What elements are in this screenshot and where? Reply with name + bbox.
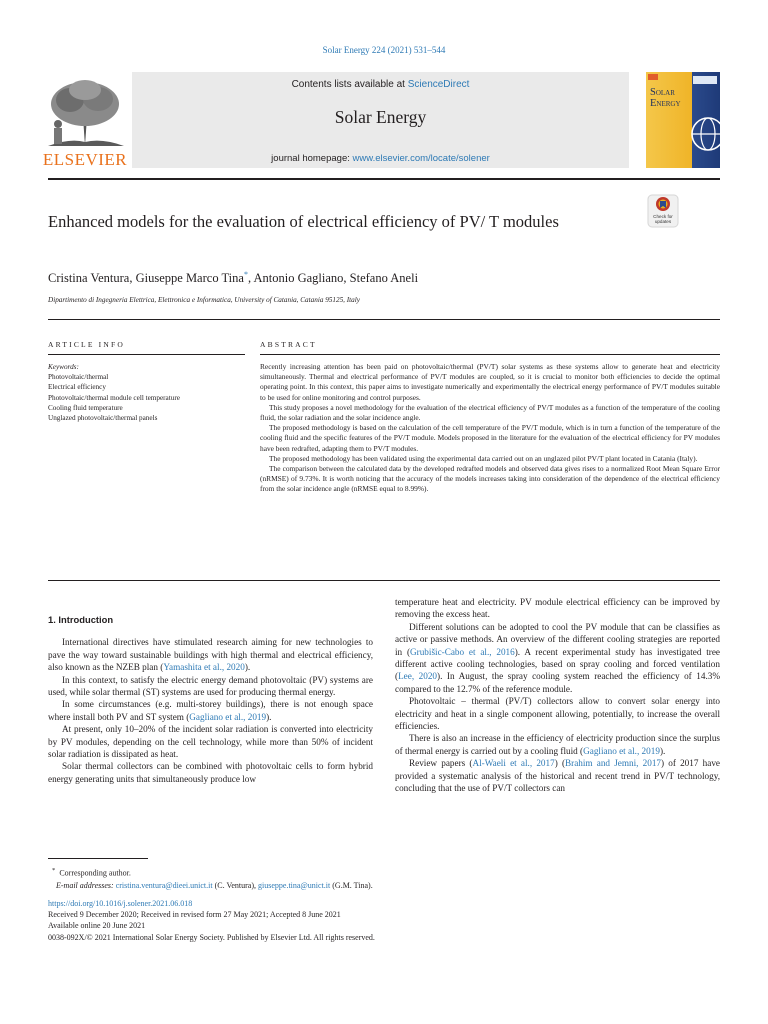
reference-link[interactable]: Al-Waeli et al., 2017 xyxy=(472,758,555,769)
email-addresses: E-mail addresses: cristina.ventura@dieei.unict.it (C. Ventura), giuseppe.tina@unict.it (G.M. Tina). xyxy=(56,881,373,891)
bookmark-icon xyxy=(645,193,681,229)
keyword-item: Unglazed photovoltaic/thermal panels xyxy=(48,414,158,423)
body-left-column xyxy=(48,614,373,785)
journal-citation[interactable]: Solar Energy 224 (2021) 531–544 xyxy=(322,45,446,55)
reference-link[interactable]: Brahim and Jemni, 2017 xyxy=(565,758,662,769)
body-paragraph: Photovoltaic – thermal (PV/T) collectors allow to convert solar energy into electricity and heat in a single component allowing, potentially, to increase the overall efficiencies. xyxy=(395,696,720,732)
body-paragraph: There is also an increase in the efficiency of electricity production since the surplus of thermal energy is carried out by a cooling fluid (Gagliano et al., 2019). xyxy=(395,733,720,756)
email-link[interactable]: cristina.ventura@dieei.unict.it xyxy=(115,881,213,891)
affiliation: Dipartimento di Ingegneria Elettrica, Elettronica e Informatica, University of Catania, Catania 95125, Italy xyxy=(48,296,360,304)
keywords-label: Keywords: xyxy=(48,363,79,371)
body-paragraph: Review papers (Al-Waeli et al., 2017) (Brahim and Jemni, 2017) of 2017 have provided a systematic analysis of the historical and recent trend in PV/T technology, concluding that the use of PV/T collectors can xyxy=(395,758,720,794)
reference-link[interactable]: Gagliano et al., 2019 xyxy=(583,745,660,756)
abstract-paragraph: This study proposes a novel methodology for the evaluation of the electrical efficiency of PV/T modules as a function of the temperature of the cooling fluid, the solar radiation and the solar incidence angle. xyxy=(260,402,720,423)
abstract-paragraph: The proposed methodology has been validated using the experimental data carried out on an unglazed pilot PV/T plant located in Catania (Italy). xyxy=(269,453,698,463)
check-for-updates-badge[interactable] xyxy=(645,193,681,229)
body-paragraph: Different solutions can be adopted to cool the PV module that can be classifies as active or passive methods. An overview of the different cooling strategies are reported in (Grubišic-Cabo et al., 2016). A recent experimental study has investigated tree different active cooling technologies, based on spray cooling and forced ventilation (Lee, 2020). In August, the spray cooling system reached the efficiency of 14.3% compared to the 12.7% of the reference module. xyxy=(395,621,720,694)
article-title: Enhanced models for the evaluation of electrical efficiency of PV/ T modules xyxy=(48,212,559,231)
body-paragraph: At present, only 10–20% of the incident solar radiation is converted into electricity by PV modules, depending on the cell technology, while more than 50% of incident solar radiation is dissipated as heat. xyxy=(48,724,373,760)
body-paragraph: International directives have stimulated research aiming for new technologies to pave the way toward sustainable buildings with high thermal and electrical efficiency, also known as the NZEB plan (Yamashita et al., 2020). xyxy=(48,637,373,673)
cover-title: Solar Energy xyxy=(650,87,681,109)
publication-info xyxy=(48,898,718,943)
keywords-block xyxy=(48,362,248,423)
corresponding-author-mark[interactable]: * xyxy=(243,270,248,279)
journal-homepage: journal homepage: www.elsevier.com/locate/solener xyxy=(271,153,490,164)
article-info-rule xyxy=(48,354,245,355)
body-right-column xyxy=(395,596,720,795)
body-paragraph: In this context, to satisfy the electric energy demand photovoltaic (PV) systems are used, while solar thermal (ST) systems are used for producing thermal energy. xyxy=(48,674,373,698)
abstract-paragraph: The comparison between the calculated data by the developed redrafted models and observed data gives rises to a normalized Root Mean Square Error (nRMSE) of 9.73%. It is worth noticing that the accuracy of the models increases taking into consideration of the dependence of the electrical efficiency from the solar incidence angle (nRMSE equal to 8.99%). xyxy=(260,464,720,494)
body-paragraph: In some circumstances (e.g. multi-storey buildings), there is not enough space where install both PV and ST system (Gagliano et al., 2019). xyxy=(48,699,373,722)
keyword-item: Photovoltaic/thermal module cell temperature xyxy=(48,393,180,402)
elsevier-wordmark: ELSEVIER xyxy=(42,150,128,169)
keyword-item: Cooling fluid temperature xyxy=(48,403,123,412)
copyright: 0038-092X/© 2021 International Solar Energy Society. Published by Elsevier Ltd. All rights reserved. xyxy=(48,932,375,942)
reference-link[interactable]: Yamashita et al., 2020 xyxy=(163,662,245,673)
reference-link[interactable]: Grubišic-Cabo et al., 2016 xyxy=(410,646,515,657)
contents-line: Contents lists available at ScienceDirect xyxy=(291,79,470,90)
corresponding-author-note: * Corresponding author. xyxy=(52,867,131,878)
abstract-end-rule xyxy=(48,580,720,581)
online-date: Available online 20 June 2021 xyxy=(48,921,146,931)
section-heading-introduction: 1. Introduction xyxy=(48,614,114,625)
abstract-heading: ABSTRACT xyxy=(260,340,317,349)
footnotes xyxy=(48,865,718,893)
abstract-rule xyxy=(260,354,720,355)
journal-name: Solar Energy xyxy=(334,107,427,127)
section-rule xyxy=(48,319,720,320)
keyword-item: Photovoltaic/thermal xyxy=(48,373,109,382)
abstract-paragraph: Recently increasing attention has been paid on photovoltaic/thermal (PV/T) solar systems as these systems allow to generate heat and electricity simultaneously. Thermal and electrical performance of PV/T modules are coupled, so it is crucial to monitor both efficiencies to decide the optimal operating point. In this context, this paper aims to investigate numerically and experimentally the electrical energy performance of PV/T modules suitable to be used for online monitoring and control purposes. xyxy=(260,362,720,402)
email-link[interactable]: giuseppe.tina@unict.it xyxy=(258,881,331,891)
reference-link[interactable]: Lee, 2020 xyxy=(398,671,438,682)
header-rule xyxy=(48,178,720,180)
body-paragraph: Solar thermal collectors can be combined with photovoltaic cells to form hybrid energy generating units that simultaneously produce low xyxy=(48,761,373,784)
author-list: Cristina Ventura, Giuseppe Marco Tina*, Antonio Gagliano, Stefano Aneli xyxy=(48,270,419,286)
doi-link[interactable]: https://doi.org/10.1016/j.solener.2021.06.018 xyxy=(48,899,193,908)
svg-text:Check for: Check for xyxy=(653,214,673,219)
abstract-paragraph: The proposed methodology is based on the calculation of the cell temperature of the PV/T module, which is in turn a function of the temperature of the cooling fluid and the specific features of the PV/T module. Models proposed in the literature for the evaluation of the electrical efficiency for PV modules have been redrafted, adapting them to PV/T modules. xyxy=(260,423,720,453)
homepage-link[interactable]: www.elsevier.com/locate/solener xyxy=(352,153,490,164)
received-dates: Received 9 December 2020; Received in revised form 27 May 2021; Accepted 8 June 2021 xyxy=(48,910,341,920)
reference-link[interactable]: Gagliano et al., 2019 xyxy=(189,711,267,722)
body-paragraph: temperature heat and electricity. PV module electrical efficiency can be improved by removing the excess heat. xyxy=(395,597,720,620)
sciencedirect-link[interactable]: ScienceDirect xyxy=(407,79,470,90)
article-info-heading: ARTICLE INFO xyxy=(48,340,125,349)
footnote-rule xyxy=(48,858,148,859)
abstract-text xyxy=(260,362,720,495)
svg-text:updates: updates xyxy=(654,219,672,224)
keyword-item: Electrical efficiency xyxy=(48,383,106,392)
